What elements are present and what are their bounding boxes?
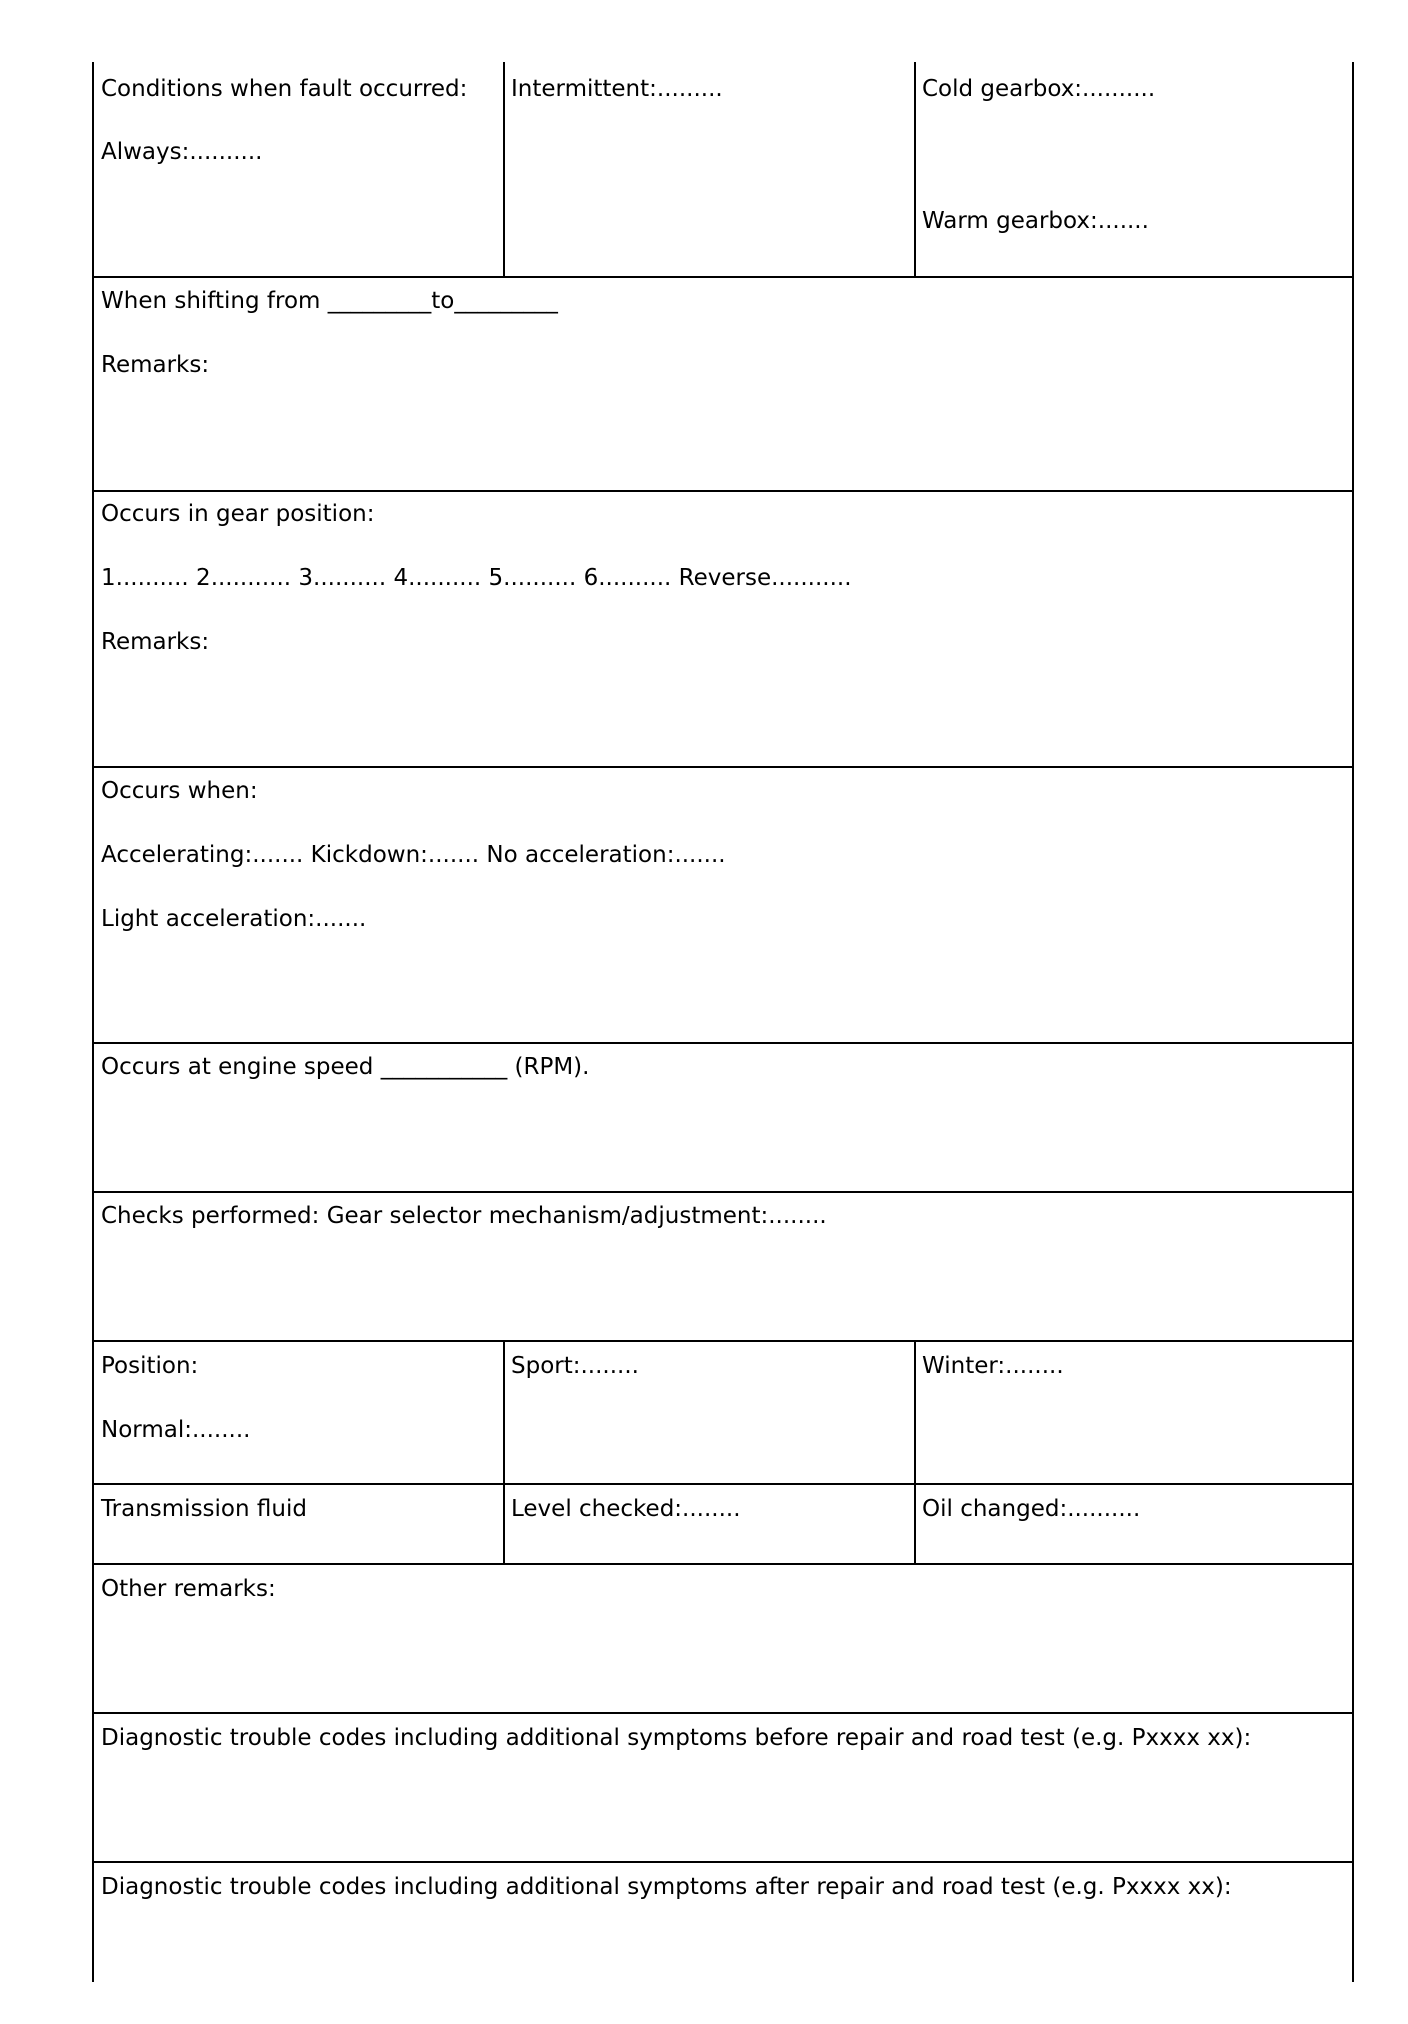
sport-field[interactable]: Sport:........ xyxy=(511,1353,639,1379)
column-divider xyxy=(503,62,505,277)
row-divider xyxy=(92,1042,1354,1044)
column-divider xyxy=(914,62,916,277)
shifting-field[interactable]: When shifting from _________to_________ xyxy=(101,288,558,314)
level-checked-field[interactable]: Level checked:........ xyxy=(511,1496,741,1522)
dtc-before-label: Diagnostic trouble codes including additional symptoms before repair and road test (e.g. Pxxxx xx): xyxy=(101,1725,1252,1751)
gear-remarks-label: Remarks: xyxy=(101,629,210,655)
occurs-when-options-1[interactable]: Accelerating:....... Kickdown:....... No acceleration:....... xyxy=(101,842,726,868)
row-divider xyxy=(92,1340,1354,1342)
table-border-left xyxy=(92,62,94,1982)
warm-gearbox-field[interactable]: Warm gearbox:....... xyxy=(922,208,1149,234)
normal-field[interactable]: Normal:........ xyxy=(101,1417,251,1443)
intermittent-field[interactable]: Intermittent:......... xyxy=(511,76,723,102)
engine-speed-field[interactable]: Occurs at engine speed ___________ (RPM). xyxy=(101,1054,590,1080)
row-divider xyxy=(92,490,1354,492)
occurs-when-label: Occurs when: xyxy=(101,778,258,804)
checks-performed-field[interactable]: Checks performed: Gear selector mechanism/adjustment:........ xyxy=(101,1203,827,1229)
row-divider xyxy=(92,1712,1354,1714)
oil-changed-field[interactable]: Oil changed:.......... xyxy=(922,1496,1141,1522)
occurs-when-options-2[interactable]: Light acceleration:....... xyxy=(101,906,367,932)
always-field[interactable]: Always:.......... xyxy=(101,139,263,165)
row-divider xyxy=(92,276,1354,278)
gear-position-options[interactable]: 1.......... 2........... 3.......... 4.......... 5.......... 6.......... Reverse........... xyxy=(101,565,852,591)
row-divider xyxy=(92,1861,1354,1863)
transmission-fluid-label: Transmission fluid xyxy=(101,1496,307,1522)
conditions-label: Conditions when fault occurred: xyxy=(101,76,468,102)
dtc-after-label: Diagnostic trouble codes including additional symptoms after repair and road test (e.g. Pxxxx xx): xyxy=(101,1874,1232,1900)
table-border-right xyxy=(1352,62,1354,1982)
row-divider xyxy=(92,766,1354,768)
column-divider xyxy=(914,1341,916,1564)
column-divider xyxy=(503,1341,505,1564)
row-divider xyxy=(92,1563,1354,1565)
winter-field[interactable]: Winter:........ xyxy=(922,1353,1064,1379)
row-divider xyxy=(92,1483,1354,1485)
other-remarks-label: Other remarks: xyxy=(101,1576,276,1602)
cold-gearbox-field[interactable]: Cold gearbox:.......... xyxy=(922,76,1156,102)
row-divider xyxy=(92,1191,1354,1193)
shifting-remarks-label: Remarks: xyxy=(101,352,210,378)
gear-position-label: Occurs in gear position: xyxy=(101,501,375,527)
position-label: Position: xyxy=(101,1353,199,1379)
